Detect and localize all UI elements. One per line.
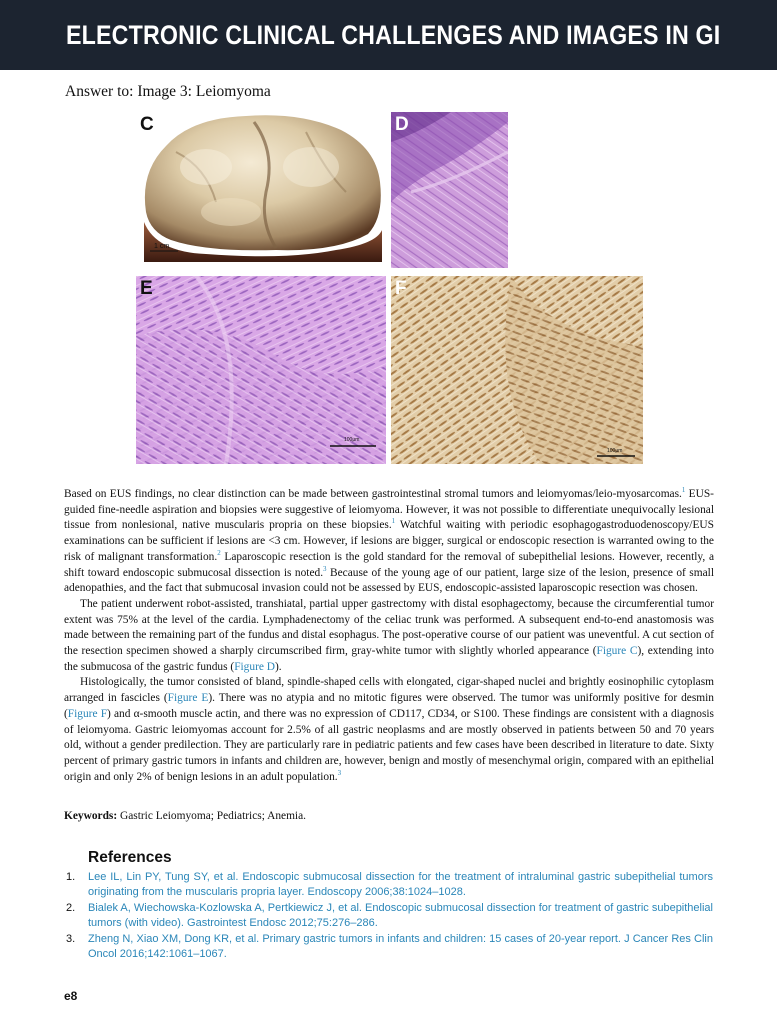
citation-ref[interactable]: 2 (217, 549, 221, 558)
figure-panel-c (136, 112, 386, 268)
panel-letter-c: C (140, 114, 154, 135)
references-heading: References (88, 849, 172, 866)
keywords-label: Keywords: (64, 810, 118, 822)
histology-image-he-stain (136, 276, 386, 464)
reference-link[interactable]: Bialek A, Wiechowska-Kozlowska A, Pertkiewicz J, et al. Endoscopic submucosal dissection for treatment of gastric subepithelial tumors (with video). Gastrointest Endosc 2012;75:276–286. (88, 902, 713, 929)
figure-panel-f (391, 276, 643, 464)
article-body (64, 487, 714, 785)
figure-link[interactable]: Figure D (234, 660, 276, 673)
keywords-text: Gastric Leiomyoma; Pediatrics; Anemia. (117, 810, 307, 822)
reference-number: 1. (66, 871, 76, 883)
scale-bar-label: 100μm (607, 448, 623, 454)
figure-link[interactable]: Figure F (67, 707, 108, 720)
figure-panel-e (136, 276, 386, 464)
reference-link[interactable]: Lee IL, Lin PY, Tung SY, et al. Endoscopic submucosal dissection for the treatment of intraluminal gastric subepithelial tumors originating from the muscularis propria layer. Endoscopy 2006;38:1024–1028. (88, 871, 713, 898)
panel-letter-f: F (395, 278, 407, 299)
body-paragraph-2: The patient underwent robot-assisted, transhiatal, partial upper gastrectomy with distal esophagectomy, because the circumferential tumor extent was 75% at the level of the cardia. Lymphadenectomy of the celiac trunk was performed. A subsequent end-to-end anastomosis was made between the remaining part of the fundus and distal esophagus. The post-operative course of our patient was uneventful. A cut section of the resection specimen showed a sharply circumscribed firm, gray-white tumor with slightly whorled appearance (Figure C), extending into the submucosa of the gastric fundus (Figure D). (64, 597, 714, 673)
answer-heading: Answer to: Image 3: Leiomyoma (65, 83, 271, 100)
reference-link[interactable]: Zheng N, Xiao XM, Dong KR, et al. Primary gastric tumors in infants and children: 15 cases of 20-year report. J Cancer Res Clin Oncol 2016;142:1061–1067. (88, 933, 713, 960)
keywords-line (64, 810, 306, 822)
panel-letter-d: D (395, 114, 409, 135)
figure-link[interactable]: Figure E (167, 692, 209, 705)
scale-bar-label: 100μm (344, 437, 360, 443)
figure-link[interactable]: Figure C (596, 645, 638, 658)
reference-number: 3. (66, 933, 76, 945)
gross-specimen-image (136, 112, 386, 268)
section-title: ELECTRONIC CLINICAL CHALLENGES AND IMAGES IN GI (66, 20, 721, 50)
citation-ref[interactable]: 1 (391, 517, 396, 526)
citation-ref[interactable]: 3 (337, 768, 342, 777)
body-paragraph-3: Histologically, the tumor consisted of bland, spindle-shaped cells with elongated, cigar-shaped nuclei and brightly eosinophilic cytoplasm arranged in fascicles (Figure E). There was no atypia and no mitotic figures were observed. The tumor was uniformly positive for desmin (Figure F) and α-smooth muscle actin, and there was no expression of CD117, CD34, or S100. These findings are consistent with a diagnosis of leiomyoma. Gastric leiomyomas account for 2.5% of all gastric neoplasms and are mostly observed in patients between 50 and 70 years old, without a gender predilection. They are particularly rare in pediatric patients and few cases have been described in literature to date. Sixty percent of primary gastric tumors in infants and children are, however, benign and mostly of mesenchymal origin, compared with an epithelial origin and only 2% of benign lesions in an adult population.$^3$ (64, 676, 715, 783)
scale-bar-label: 1 cm (154, 243, 170, 250)
citation-ref[interactable]: 1 (681, 486, 686, 495)
journal-header-bar (0, 0, 777, 70)
reference-number: 2. (66, 902, 76, 914)
histology-image-desmin-stain (391, 276, 643, 464)
panel-letter-e: E (140, 278, 153, 299)
page-number: e8 (64, 989, 78, 1003)
body-paragraph-1: Based on EUS findings, no clear distinction can be made between gastrointestinal stromal tumors and leiomyomas/leio-myosarcomas.$^1$ EUS-guided fine-needle aspiration and biopsies were suggestive of leiomyoma. However, it was not possible to differentiate unequivocally lesional tissue from nonlesional, native muscularis propria on these biopsies.$^1$ Watchful waiting with periodic esophagogastroduodenoscopy/EUS examinations can be sufficient if lesions are <3 cm. However, if lesions are bigger, surgical or endoscopic resection is warranted owing to the risk of malignant transformation.$^2$ Laparoscopic resection is the gold standard for the removal of subepithelial lesions. However, recently, a shift toward endoscopic submucosal dissection is noted.$^3$ Because of the young age of our patient, large size of the lesion, presence of small adenopathies, and the fact that submucosal invasion could not be assessed by EUS, endoscopic-assisted laparoscopic resection was chosen. (64, 486, 715, 595)
figure-panel-d (391, 112, 508, 268)
citation-ref[interactable]: 3 (323, 564, 327, 573)
